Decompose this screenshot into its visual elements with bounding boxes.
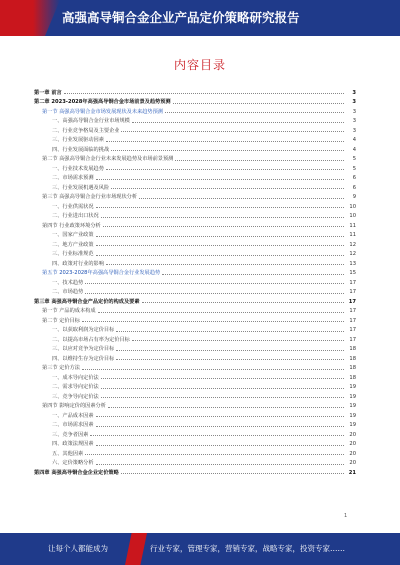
toc-entry[interactable] bbox=[34, 428, 356, 438]
toc-leader-dots bbox=[116, 359, 344, 360]
toc-entry[interactable] bbox=[34, 362, 356, 372]
toc-entry-page: 10 bbox=[349, 203, 356, 210]
toc-leader-dots bbox=[111, 150, 344, 151]
toc-leader-dots bbox=[82, 369, 344, 370]
toc-entry-page: 17 bbox=[349, 308, 356, 314]
toc-entry-text: 一、成本导向定价法 bbox=[52, 374, 99, 381]
toc-entry-text: 一、以获取利润为定价目标 bbox=[52, 327, 115, 333]
toc-entry-text: 一、行业技术发展趋势 bbox=[52, 165, 104, 172]
toc-entry-page: 20 bbox=[349, 460, 356, 466]
toc-entry[interactable] bbox=[34, 381, 356, 391]
toc-entry[interactable] bbox=[34, 86, 356, 96]
toc-leader-dots bbox=[106, 264, 344, 265]
table-of-contents bbox=[34, 86, 356, 476]
toc-leader-dots bbox=[139, 198, 344, 199]
toc-leader-dots bbox=[96, 464, 344, 465]
toc-leader-dots bbox=[96, 236, 344, 237]
toc-entry[interactable] bbox=[34, 390, 356, 400]
toc-entry-page: 4 bbox=[352, 137, 356, 143]
toc-entry-text: 一、技术趋势 bbox=[52, 279, 84, 286]
toc-entry-page: 11 bbox=[349, 232, 356, 238]
toc-entry-text: 一、产品成本因素 bbox=[52, 412, 94, 419]
toc-entry[interactable] bbox=[34, 143, 356, 153]
toc-entry[interactable] bbox=[34, 172, 356, 182]
toc-leader-dots bbox=[85, 454, 344, 455]
toc-entry-page: 19 bbox=[349, 412, 356, 419]
toc-entry[interactable] bbox=[34, 333, 356, 343]
toc-leader-dots bbox=[96, 255, 344, 256]
toc-entry-page: 21 bbox=[348, 469, 356, 476]
toc-entry[interactable] bbox=[34, 343, 356, 353]
toc-entry[interactable] bbox=[34, 248, 356, 258]
toc-entry-page: 4 bbox=[352, 146, 356, 153]
toc-entry-page: 18 bbox=[349, 355, 356, 362]
toc-entry-page: 3 bbox=[352, 127, 356, 134]
toc-entry-text: 第三节 定价方法 bbox=[42, 365, 80, 371]
toc-entry[interactable] bbox=[34, 447, 356, 457]
page-number: 1 bbox=[344, 513, 348, 519]
report-title: 高强高导铜合金企业产品定价策略研究报告 bbox=[62, 10, 300, 25]
toc-entry-text: 二、行业竞争格局及主要企业 bbox=[52, 127, 120, 134]
toc-entry-text: 三、行业发展驱动因素 bbox=[52, 137, 104, 143]
toc-entry-page: 17 bbox=[349, 289, 356, 295]
toc-entry[interactable] bbox=[34, 238, 356, 248]
toc-entry-text: 第四章 高强高导铜合金企业定价策略 bbox=[34, 469, 119, 476]
toc-entry-text: 一、行业供需状况 bbox=[52, 203, 94, 210]
toc-entry-text: 第三节 高强高导铜合金行业市场现状分析 bbox=[42, 194, 138, 200]
toc-entry-page: 11 bbox=[349, 222, 356, 229]
toc-entry-page: 3 bbox=[352, 89, 356, 96]
toc-leader-dots bbox=[101, 378, 344, 379]
toc-entry[interactable] bbox=[34, 371, 356, 381]
toc-leader-dots bbox=[132, 122, 344, 123]
toc-entry-page: 19 bbox=[349, 422, 356, 428]
toc-leader-dots bbox=[175, 160, 344, 161]
toc-entry[interactable] bbox=[34, 352, 356, 362]
toc-leader-dots bbox=[64, 93, 344, 94]
toc-entry-text: 二、以提高市场占有率为定价目标 bbox=[52, 336, 130, 343]
toc-leader-dots bbox=[116, 331, 344, 332]
toc-entry-text: 一、高强高导铜合金行业市场规模 bbox=[52, 118, 130, 124]
toc-entry-page: 15 bbox=[349, 270, 356, 276]
toc-leader-dots bbox=[101, 388, 344, 389]
toc-leader-dots bbox=[96, 416, 344, 417]
toc-entry-page: 13 bbox=[349, 260, 356, 267]
toc-entry-page: 5 bbox=[352, 165, 356, 172]
toc-entry-text: 三、行业标准规范 bbox=[52, 251, 94, 257]
toc-entry-page: 17 bbox=[349, 336, 356, 343]
toc-entry-text: 第五节 2023-2028年高强高导铜合金行业发展趋势 bbox=[42, 270, 161, 276]
toc-entry-page: 3 bbox=[352, 99, 356, 105]
toc-entry-page: 3 bbox=[352, 118, 356, 124]
toc-entry-text: 三、行业发展机遇及风险 bbox=[52, 184, 110, 191]
toc-entry-text: 二、需求导向定价法 bbox=[52, 384, 99, 390]
toc-leader-dots bbox=[162, 274, 344, 275]
toc-entry-text: 第一节 高强高导铜合金市场发展现状及未来趋势预测 bbox=[42, 108, 163, 115]
toc-entry-text: 二、行业进出口状况 bbox=[52, 213, 99, 219]
toc-leader-dots bbox=[98, 312, 344, 313]
toc-entry-text: 三、竞争导向定价法 bbox=[52, 393, 99, 400]
toc-entry-page: 12 bbox=[349, 241, 356, 248]
toc-entry[interactable] bbox=[34, 305, 356, 315]
toc-entry-page: 17 bbox=[349, 317, 356, 324]
toc-entry[interactable] bbox=[34, 314, 356, 324]
toc-leader-dots bbox=[103, 226, 344, 227]
toc-entry[interactable] bbox=[34, 181, 356, 191]
toc-leader-dots bbox=[106, 169, 344, 170]
toc-entry-page: 9 bbox=[352, 194, 356, 200]
toc-leader-dots bbox=[96, 445, 344, 446]
toc-leader-dots bbox=[96, 426, 344, 427]
toc-entry-text: 第四节 影响定价的因素分析 bbox=[42, 403, 106, 409]
toc-leader-dots bbox=[101, 397, 344, 398]
toc-entry[interactable] bbox=[34, 210, 356, 220]
toc-entry[interactable] bbox=[34, 400, 356, 410]
toc-leader-dots bbox=[85, 293, 344, 294]
toc-leader-dots bbox=[121, 131, 344, 132]
toc-entry-page: 20 bbox=[349, 431, 356, 438]
toc-entry-text: 四、行业发展面临的挑战 bbox=[52, 146, 110, 153]
toc-entry-page: 6 bbox=[352, 175, 356, 181]
toc-entry[interactable] bbox=[34, 219, 356, 229]
toc-entry[interactable] bbox=[34, 295, 356, 305]
toc-entry-text: 六、定价策略分析 bbox=[52, 460, 94, 466]
toc-leader-dots bbox=[90, 435, 344, 436]
toc-entry-page: 18 bbox=[349, 365, 356, 371]
toc-entry-text: 第一节 产品的成本构成 bbox=[42, 308, 96, 314]
toc-entry-page: 6 bbox=[352, 184, 356, 191]
toc-entry-text: 三、以应对竞争为定价目标 bbox=[52, 346, 115, 352]
toc-entry-text: 二、市场需求预测 bbox=[52, 175, 94, 181]
toc-entry-page: 18 bbox=[349, 346, 356, 352]
toc-entry-page: 10 bbox=[349, 213, 356, 219]
toc-entry-page: 19 bbox=[349, 384, 356, 390]
toc-entry-text: 五、其他因素 bbox=[52, 450, 84, 457]
toc-entry[interactable] bbox=[34, 134, 356, 144]
toc-leader-dots bbox=[121, 473, 344, 474]
toc-entry-text: 四、以维持生存为定价目标 bbox=[52, 355, 115, 362]
toc-leader-dots bbox=[173, 103, 344, 104]
toc-entry[interactable] bbox=[34, 191, 356, 201]
toc-entry[interactable] bbox=[34, 124, 356, 134]
toc-entry[interactable] bbox=[34, 457, 356, 467]
toc-entry-page: 20 bbox=[349, 441, 356, 447]
footer-slogan-right: 行业专家，管理专家，营销专家，战略专家，投资专家…… bbox=[150, 544, 345, 553]
footer-slogan-left: 让每个人都能成为 bbox=[48, 544, 108, 553]
toc-leader-dots bbox=[96, 245, 344, 246]
toc-entry-text: 二、市场趋势 bbox=[52, 289, 84, 295]
toc-entry[interactable] bbox=[34, 324, 356, 334]
toc-entry[interactable] bbox=[34, 409, 356, 419]
toc-entry-text: 第四节 行业政策环境分析 bbox=[42, 222, 101, 229]
toc-entry[interactable] bbox=[34, 115, 356, 125]
toc-entry[interactable] bbox=[34, 153, 356, 163]
toc-entry[interactable] bbox=[34, 466, 356, 476]
toc-entry-text: 二、市场需求因素 bbox=[52, 422, 94, 428]
toc-entry[interactable] bbox=[34, 229, 356, 239]
toc-entry[interactable] bbox=[34, 105, 356, 115]
toc-entry-page: 5 bbox=[352, 156, 356, 162]
toc-entry-text: 第二节 定价目标 bbox=[42, 317, 80, 324]
toc-leader-dots bbox=[96, 179, 344, 180]
toc-leader-dots bbox=[165, 112, 344, 113]
toc-leader-dots bbox=[106, 141, 344, 142]
toc-entry[interactable] bbox=[34, 276, 356, 286]
toc-entry-page: 12 bbox=[349, 251, 356, 257]
toc-entry-text: 第一章 前言 bbox=[34, 89, 62, 96]
toc-leader-dots bbox=[108, 407, 344, 408]
toc-entry-text: 三、竞争者因素 bbox=[52, 431, 89, 438]
toc-entry[interactable] bbox=[34, 419, 356, 429]
toc-entry-page: 17 bbox=[349, 279, 356, 286]
toc-leader-dots bbox=[96, 207, 344, 208]
toc-heading: 内容目录 bbox=[173, 58, 226, 72]
toc-entry-text: 第二节 高强高导铜合金行业未来发展趋势及市场前景预测 bbox=[42, 156, 174, 162]
toc-entry-text: 第三章 高强高导铜合金产品定价的构成及要素 bbox=[34, 298, 140, 305]
toc-entry[interactable] bbox=[34, 200, 356, 210]
toc-entry-text: 第二章 2023-2028年高强高导铜合金市场前景及趋势预测 bbox=[34, 99, 171, 105]
toc-entry[interactable] bbox=[34, 286, 356, 296]
toc-leader-dots bbox=[142, 302, 344, 303]
toc-leader-dots bbox=[82, 321, 344, 322]
toc-entry-page: 3 bbox=[352, 108, 356, 115]
toc-entry-page: 17 bbox=[349, 327, 356, 333]
toc-entry-page: 18 bbox=[349, 374, 356, 381]
toc-entry-text: 四、政策法规因素 bbox=[52, 441, 94, 447]
toc-entry-text: 二、地方产业政策 bbox=[52, 241, 94, 248]
toc-entry-page: 20 bbox=[349, 450, 356, 457]
toc-leader-dots bbox=[101, 217, 344, 218]
toc-leader-dots bbox=[111, 188, 344, 189]
toc-entry-text: 四、政策对行业的影响 bbox=[52, 260, 104, 267]
toc-entry[interactable] bbox=[34, 257, 356, 267]
toc-entry[interactable] bbox=[34, 96, 356, 106]
toc-entry[interactable] bbox=[34, 438, 356, 448]
toc-entry-page: 19 bbox=[349, 393, 356, 400]
toc-entry[interactable] bbox=[34, 267, 356, 277]
toc-leader-dots bbox=[132, 340, 344, 341]
toc-entry-page: 19 bbox=[349, 403, 356, 409]
toc-entry-text: 一、国家产业政策 bbox=[52, 232, 94, 238]
toc-entry-page: 17 bbox=[348, 298, 356, 305]
toc-entry[interactable] bbox=[34, 162, 356, 172]
toc-leader-dots bbox=[116, 350, 344, 351]
toc-leader-dots bbox=[85, 283, 344, 284]
